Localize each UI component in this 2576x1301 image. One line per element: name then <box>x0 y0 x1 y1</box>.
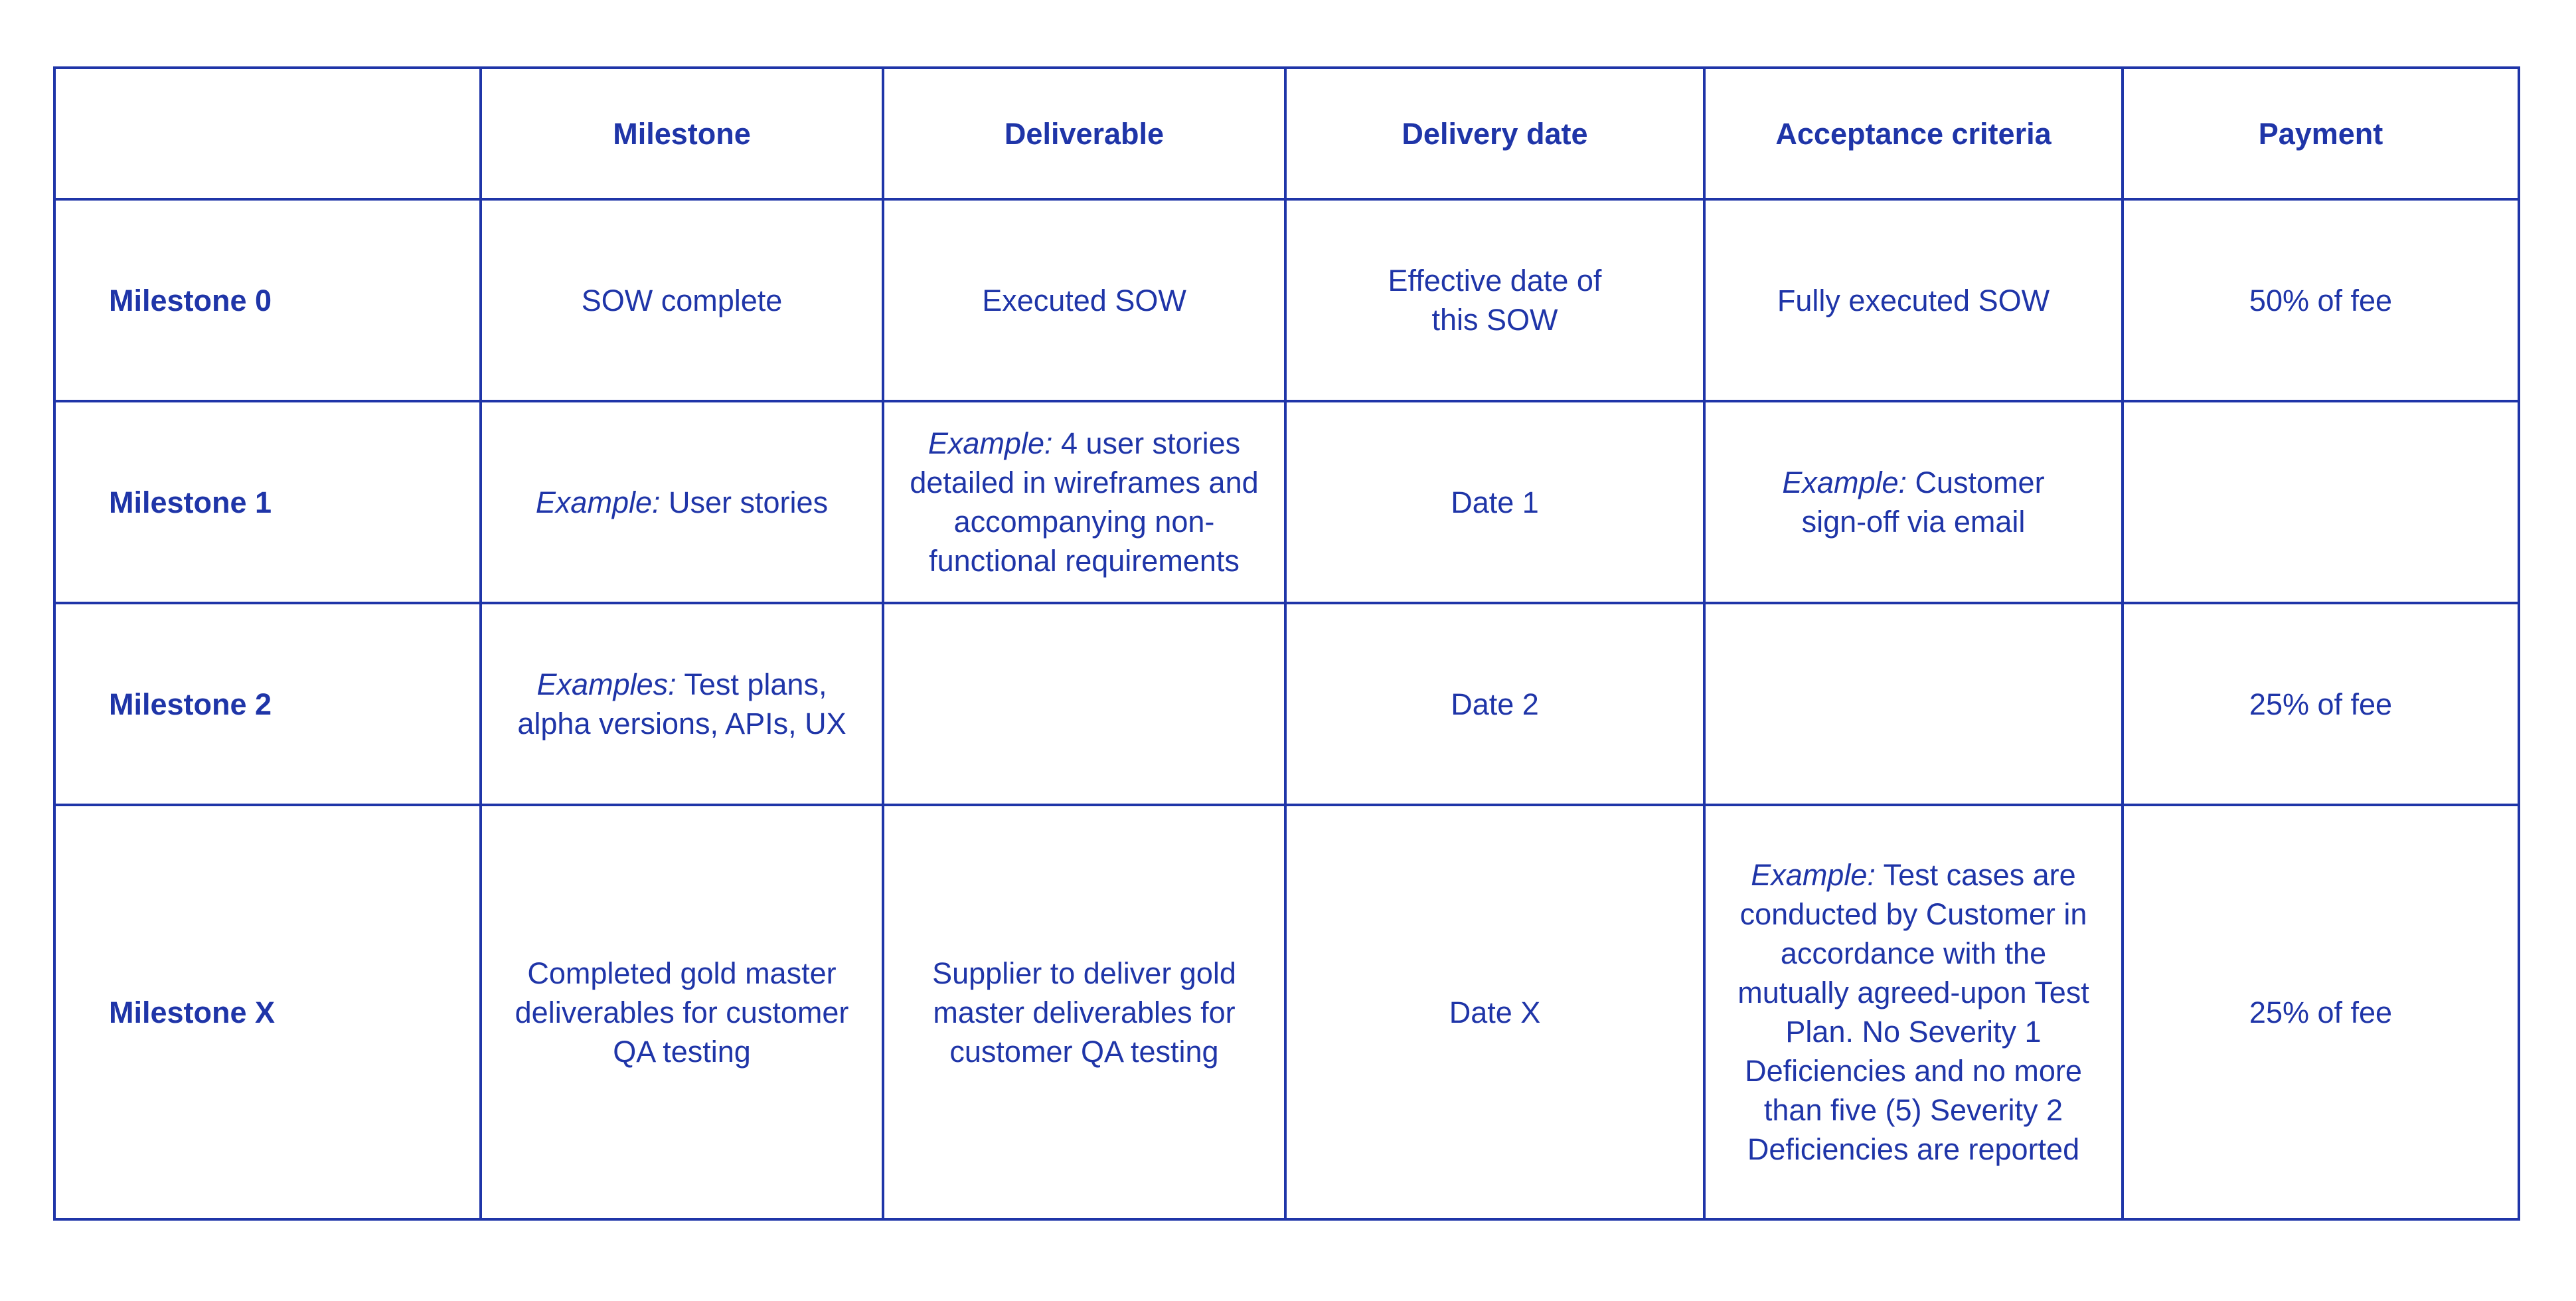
milestone-cell <box>481 805 883 1219</box>
header-deliverable: Deliverable <box>883 68 1285 199</box>
delivery-date-cell: Date X <box>1285 805 1704 1219</box>
payment-cell: 25% of fee <box>2123 805 2519 1219</box>
acceptance-text: Fully executed SOW <box>1777 283 2050 317</box>
milestone-text: Test plans, alpha versions, APIs, UX <box>517 667 846 740</box>
table-row <box>54 603 2519 805</box>
deliverable-cell <box>883 805 1285 1219</box>
example-prefix: Example: <box>927 426 1053 460</box>
milestone-cell <box>481 401 883 603</box>
milestone-text: Completed gold master deliverables for customer QA testing <box>515 956 849 1069</box>
header-milestone: Milestone <box>481 68 883 199</box>
row-label: Milestone X <box>54 805 481 1219</box>
acceptance-cell <box>1704 805 2123 1219</box>
delivery-date-cell: Date 2 <box>1285 603 1704 805</box>
milestone-text: User stories <box>660 485 829 519</box>
row-label: Milestone 2 <box>54 603 481 805</box>
acceptance-cell <box>1704 603 2123 805</box>
milestone-text: SOW complete <box>581 283 783 317</box>
example-prefix: Example: <box>1751 858 1876 892</box>
deliverable-text: 4 user stories detailed in wireframes and accompanying non-functional requirements <box>910 426 1259 578</box>
milestone-cell <box>481 603 883 805</box>
deliverable-cell <box>883 603 1285 805</box>
deliverable-cell <box>883 401 1285 603</box>
deliverable-cell <box>883 199 1285 401</box>
table-row <box>54 805 2519 1219</box>
row-label: Milestone 0 <box>54 199 481 401</box>
milestone-table <box>53 66 2520 1221</box>
milestone-cell <box>481 199 883 401</box>
example-prefix: Examples: <box>536 667 677 701</box>
payment-cell: 50% of fee <box>2123 199 2519 401</box>
header-delivery-date: Delivery date <box>1285 68 1704 199</box>
acceptance-text: Customer sign-off via email <box>1801 466 2045 539</box>
payment-cell <box>2123 401 2519 603</box>
delivery-date-cell: Effective date of this SOW <box>1285 199 1704 401</box>
deliverable-text: Executed SOW <box>982 283 1186 317</box>
header-corner-cell <box>54 68 481 199</box>
acceptance-text: Test cases are conducted by Customer in accordance with the mutually agreed-upon Test Plan. No Severity 1 Deficiencies and no more than five (5) Severity 2 Deficiencies are reported <box>1737 858 2089 1166</box>
delivery-date-cell: Date 1 <box>1285 401 1704 603</box>
header-payment: Payment <box>2123 68 2519 199</box>
example-prefix: Example: <box>535 485 661 519</box>
table-header-row <box>54 68 2519 199</box>
table-row <box>54 199 2519 401</box>
header-acceptance-criteria: Acceptance criteria <box>1704 68 2123 199</box>
row-label: Milestone 1 <box>54 401 481 603</box>
table-row <box>54 401 2519 603</box>
payment-cell: 25% of fee <box>2123 603 2519 805</box>
acceptance-cell <box>1704 401 2123 603</box>
acceptance-cell <box>1704 199 2123 401</box>
example-prefix: Example: <box>1782 466 1907 499</box>
deliverable-text: Supplier to deliver gold master deliverables for customer QA testing <box>932 956 1236 1069</box>
